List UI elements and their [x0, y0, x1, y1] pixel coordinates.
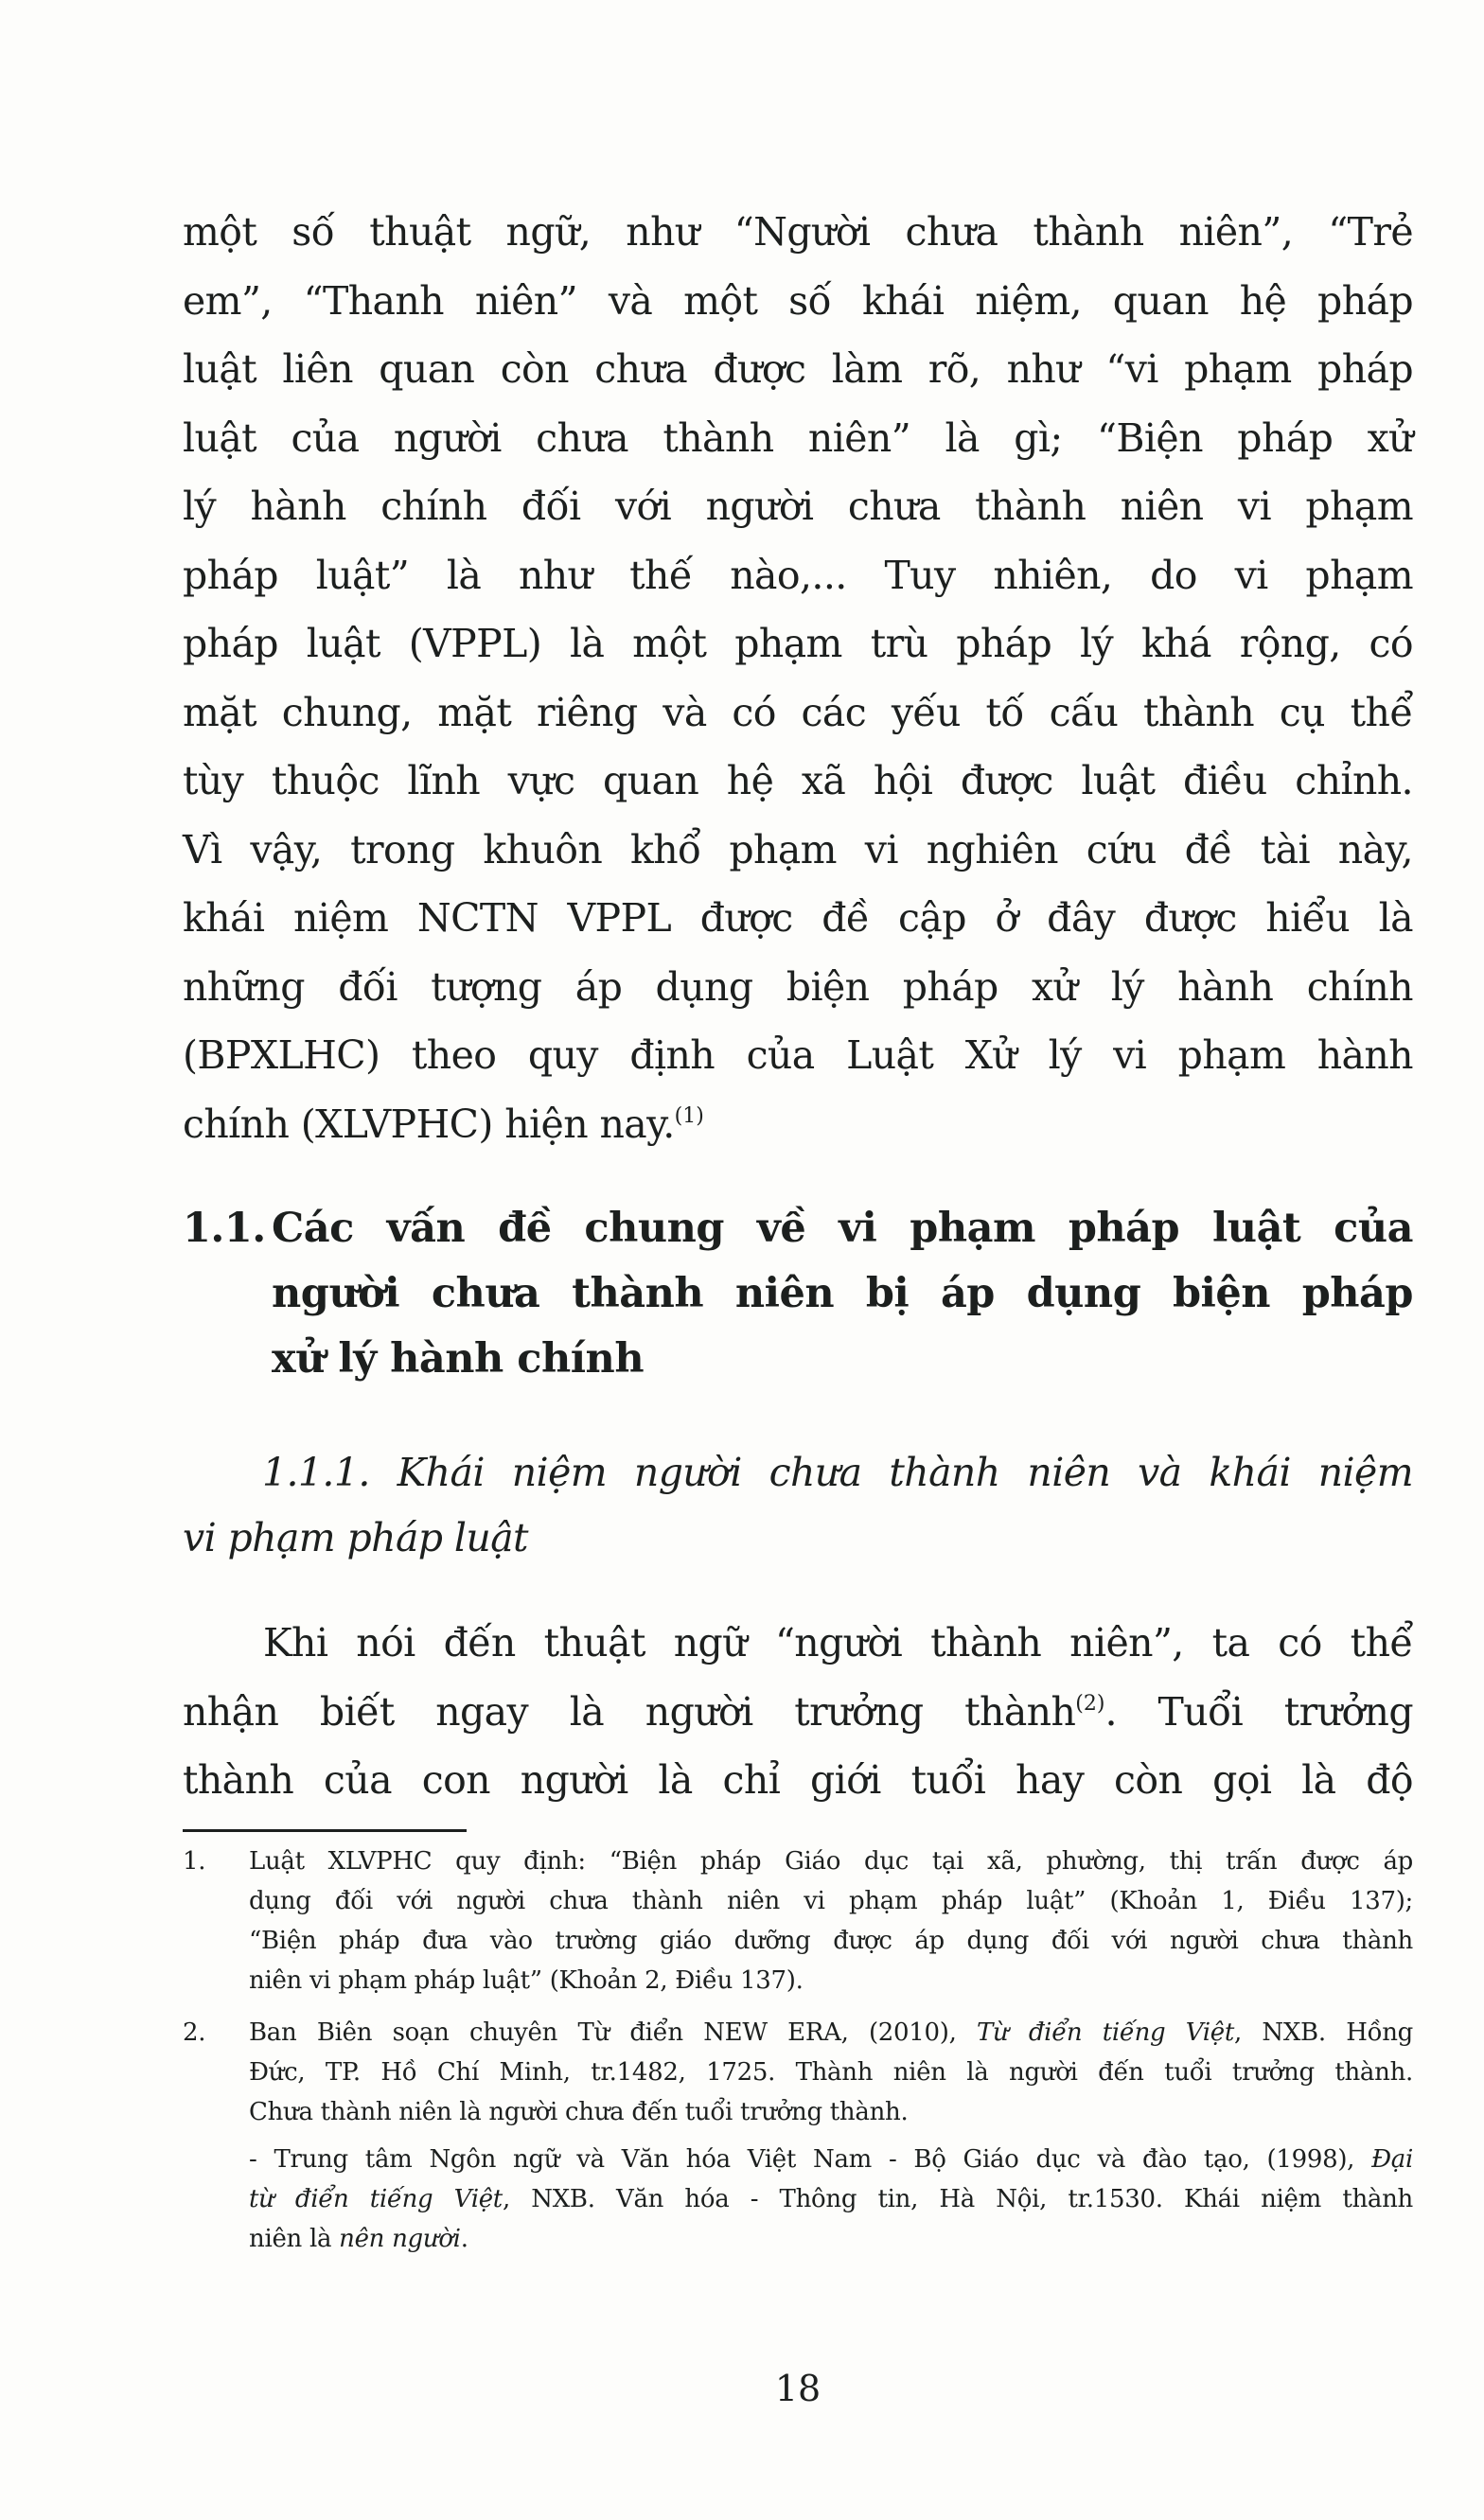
text-fragment: .	[460, 2225, 468, 2253]
footnote-line: niên vi phạm pháp luật” (Khoản 2, Điều 137).	[249, 1966, 804, 1995]
subheading-line: vi phạm pháp luật	[183, 1515, 528, 1560]
text-line	[183, 1678, 1413, 1747]
footnote-line	[249, 2219, 1413, 2259]
body-paragraph-2	[183, 1609, 1413, 1815]
text-fragment: chính (XLVPHC) hiện nay.	[183, 1101, 675, 1147]
text-line: pháp luật” là như thế nào,... Tuy nhiên, do vi phạm	[183, 552, 1413, 598]
footnote-line: Luật XLVPHC quy định: “Biện pháp Giáo dục tại xã, phường, thị trấn được áp	[249, 1847, 1413, 1876]
footnote-1	[183, 1842, 1413, 2000]
emphasis: nên người	[339, 2225, 461, 2253]
text-fragment: . Tuổi trưởng	[1104, 1688, 1413, 1735]
text-fragment: niên là	[249, 2225, 340, 2253]
text-line: luật của người chưa thành niên” là gì; “Biện pháp xử	[183, 414, 1413, 461]
footnote-line	[249, 2179, 1413, 2219]
text-line: em”, “Thanh niên” và một số khái niệm, quan hệ pháp	[183, 277, 1413, 324]
text-line: tùy thuộc lĩnh vực quan hệ xã hội được luật điều chỉnh.	[183, 758, 1413, 803]
subsection-heading	[183, 1440, 1413, 1571]
text-line: thành của con người là chỉ giới tuổi hay còn gọi là độ	[183, 1757, 1413, 1803]
text-line: Vì vậy, trong khuôn khổ phạm vi nghiên cứu đề tài này,	[183, 826, 1413, 872]
heading-line: người chưa thành niên bị áp dụng biện pháp	[272, 1270, 1413, 1317]
footnote-line: Đức, TP. Hồ Chí Minh, tr.1482, 1725. Thành niên là người đến tuổi trưởng thành.	[249, 2058, 1413, 2087]
footnote-line: dụng đối với người chưa thành niên vi phạm pháp luật” (Khoản 1, Điều 137);	[249, 1887, 1413, 1915]
text-line: khái niệm NCTN VPPL được đề cập ở đây được hiểu là	[183, 895, 1413, 941]
footnote-line: Chưa thành niên là người chưa đến tuổi trưởng thành.	[249, 2098, 909, 2126]
text-fragment: , NXB. Hồng	[1234, 2018, 1413, 2047]
page-number: 18	[774, 2368, 822, 2409]
section-heading	[183, 1196, 1413, 1392]
text-line-last	[183, 1090, 1413, 1159]
text-line: (BPXLHC) theo quy định của Luật Xử lý vi phạm hành	[183, 1032, 1413, 1078]
footnote-separator	[183, 1829, 467, 1832]
text-fragment: , NXB. Văn hóa - Thông tin, Hà Nội, tr.1530. Khái niệm thành	[502, 2185, 1413, 2213]
text-fragment: nhận biết ngay là người trưởng thành	[183, 1688, 1076, 1735]
heading-line: xử lý hành chính	[272, 1335, 645, 1383]
text-line: pháp luật (VPPL) là một phạm trù pháp lý khá rộng, có	[183, 621, 1413, 666]
footnote-line	[249, 2013, 1413, 2053]
footnote-body	[249, 2013, 1413, 2259]
book-title: từ điển tiếng Việt	[249, 2185, 503, 2213]
footnote-number: 2.	[183, 2018, 206, 2047]
subheading-line: 1.1.1. Khái niệm người chưa thành niên và khái niệm	[262, 1450, 1413, 1495]
text-line: những đối tượng áp dụng biện pháp xử lý hành chính	[183, 963, 1413, 1010]
text-fragment: - Trung tâm Ngôn ngữ và Văn hóa Việt Nam - Bộ Giáo dục và đào tạo, (1998),	[249, 2145, 1372, 2174]
text-line: lý hành chính đối với người chưa thành niên vi phạm	[183, 484, 1413, 529]
text-fragment: Ban Biên soạn chuyên Từ điển NEW ERA, (2010),	[249, 2018, 977, 2047]
section-number: 1.1.	[183, 1205, 266, 1252]
text-line: một số thuật ngữ, như “Người chưa thành niên”, “Trẻ	[183, 209, 1413, 255]
footnote-line	[249, 2140, 1413, 2179]
text-line: mặt chung, mặt riêng và có các yếu tố cấu thành cụ thể	[183, 689, 1413, 735]
footnote-2	[183, 2013, 1413, 2259]
book-title: Đại	[1371, 2145, 1413, 2174]
body-paragraph-1	[183, 198, 1413, 1158]
footnote-line: “Biện pháp đưa vào trường giáo dưỡng được áp dụng đối với người chưa thành	[249, 1927, 1413, 1955]
heading-line: Các vấn đề chung về vi phạm pháp luật của	[272, 1205, 1413, 1252]
footnote-number: 1.	[183, 1847, 206, 1876]
footnote-ref-2[interactable]: (2)	[1075, 1691, 1105, 1716]
footnote-ref-1[interactable]: (1)	[674, 1103, 704, 1128]
text-line: luật liên quan còn chưa được làm rõ, như “vi phạm pháp	[183, 346, 1413, 392]
text-line: Khi nói đến thuật ngữ “người thành niên”, ta có thể	[263, 1620, 1413, 1665]
footnote-body	[249, 1842, 1413, 2000]
book-title: Từ điển tiếng Việt	[976, 2018, 1235, 2047]
